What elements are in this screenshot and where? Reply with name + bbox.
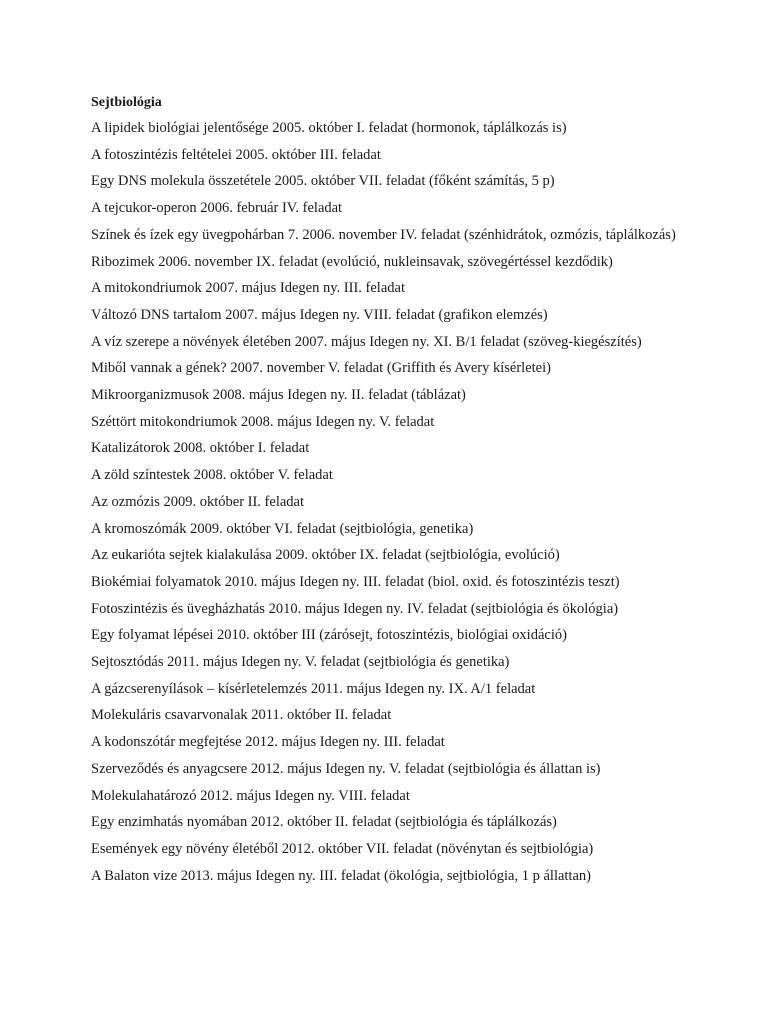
topic-item: A gázcserenyílások – kísérletelemzés 2011. május Idegen ny. IX. A/1 feladat bbox=[91, 680, 536, 697]
topic-item: A zöld színtestek 2008. október V. feladat bbox=[91, 467, 333, 484]
topic-list bbox=[91, 115, 731, 889]
topic-item: Az ozmózis 2009. október II. feladat bbox=[91, 493, 304, 510]
topic-item: A kodonszótár megfejtése 2012. május Idegen ny. III. feladat bbox=[91, 734, 445, 751]
topic-item: Biokémiai folyamatok 2010. május Idegen ny. III. feladat (biol. oxid. és fotoszintézis teszt) bbox=[91, 573, 620, 590]
topic-item: Fotoszintézis és üvegházhatás 2010. május Idegen ny. IV. feladat (sejtbiológia és ökológia) bbox=[91, 600, 619, 617]
topic-item: Mikroorganizmusok 2008. május Idegen ny. II. feladat (táblázat) bbox=[91, 387, 466, 404]
section-heading: Sejtbiológia bbox=[91, 95, 162, 110]
topic-item: A mitokondriumok 2007. május Idegen ny. III. feladat bbox=[91, 280, 405, 297]
topic-item: Színek és ízek egy üvegpohárban 7. 2006. november IV. feladat (szénhidrátok, ozmózis, táplálkozás) bbox=[91, 226, 676, 243]
topic-item: A fotoszintézis feltételei 2005. október III. feladat bbox=[91, 146, 381, 163]
document-page bbox=[91, 91, 731, 889]
topic-item: Széttört mitokondriumok 2008. május Idegen ny. V. feladat bbox=[91, 413, 435, 430]
topic-item: Sejtosztódás 2011. május Idegen ny. V. feladat (sejtbiológia és genetika) bbox=[91, 654, 510, 671]
topic-item: A víz szerepe a növények életében 2007. május Idegen ny. XI. B/1 feladat (szöveg-kiegészítés) bbox=[91, 333, 642, 350]
topic-item: Egy DNS molekula összetétele 2005. október VII. feladat (főként számítás, 5 p) bbox=[91, 173, 555, 190]
topic-item: Katalizátorok 2008. október I. feladat bbox=[91, 440, 310, 457]
topic-item: Miből vannak a gének? 2007. november V. feladat (Griffith és Avery kísérletei) bbox=[91, 360, 551, 377]
topic-item: Események egy növény életéből 2012. október VII. feladat (növénytan és sejtbiológia) bbox=[91, 840, 594, 857]
topic-item: Az eukarióta sejtek kialakulása 2009. október IX. feladat (sejtbiológia, evolúció) bbox=[91, 547, 560, 564]
topic-item: Változó DNS tartalom 2007. május Idegen ny. VIII. feladat (grafikon elemzés) bbox=[91, 306, 548, 323]
topic-item: Molekuláris csavarvonalak 2011. október II. feladat bbox=[91, 707, 392, 724]
topic-item: A lipidek biológiai jelentősége 2005. október I. feladat (hormonok, táplálkozás is) bbox=[91, 120, 567, 136]
topic-item: Egy folyamat lépései 2010. október III (zárósejt, fotoszintézis, biológiai oxidáció) bbox=[91, 627, 567, 644]
topic-item: A tejcukor-operon 2006. február IV. feladat bbox=[91, 200, 343, 217]
topic-item: Egy enzimhatás nyomában 2012. október II. feladat (sejtbiológia és táplálkozás) bbox=[91, 814, 557, 831]
topic-item: Ribozimek 2006. november IX. feladat (evolúció, nukleinsavak, szövegértéssel kezdődik) bbox=[91, 253, 613, 270]
topic-item: Szerveződés és anyagcsere 2012. május Idegen ny. V. feladat (sejtbiológia és állattan is) bbox=[91, 760, 601, 777]
topic-item: Molekulahatározó 2012. május Idegen ny. VIII. feladat bbox=[91, 787, 410, 804]
topic-item: A Balaton vize 2013. május Idegen ny. III. feladat (ökológia, sejtbiológia, 1 p állattan) bbox=[91, 867, 591, 884]
topic-item: A kromoszómák 2009. október VI. feladat (sejtbiológia, genetika) bbox=[91, 520, 474, 537]
